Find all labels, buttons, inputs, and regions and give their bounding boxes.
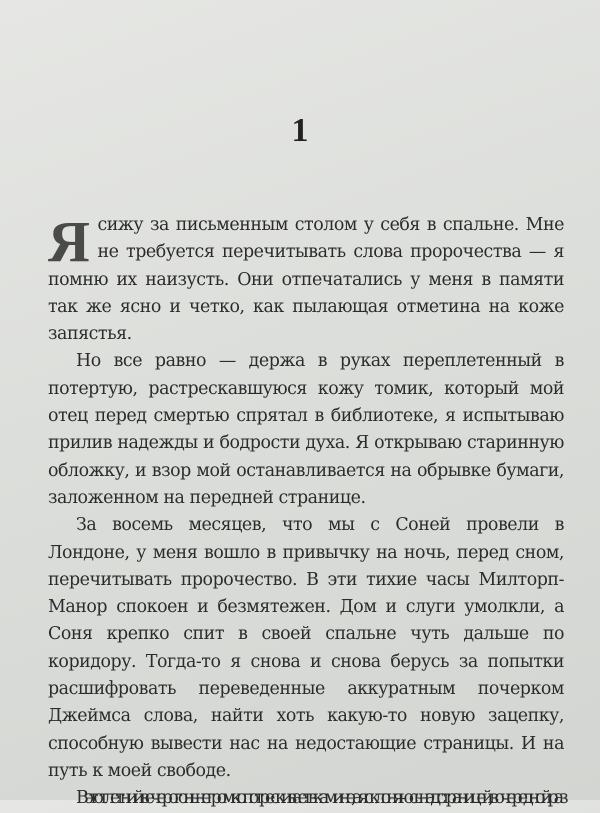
paragraph-1 [48, 209, 564, 348]
drop-cap: Я [48, 209, 90, 274]
paragraph-4: В этот летний вечер огонь негромко потрескивает в камине, а я склоняюсь над страницей, в очередной раз [76, 788, 564, 809]
paragraph-1-text: сижу за письменным столом у себя в спальне. Мне не требуется перечитывать слова пророчества — я помню их наизусть. Они отпечатались у меня в памяти так же ясно и четко, как пылающая отметина на коже запястья. [48, 215, 564, 345]
reverse-page-show-through [250, 25, 580, 195]
paragraph-2: Но все равно — держа в руках переплетенный в потертую, растрескавшуюся кожу томик, который мой отец перед смертью спрятал в библиотеке, я испытываю прилив надежды и бодрости духа. Я открываю старинную обложку, и взор мой останавливается на обрывке бумаги, заложенном на передней странице. [48, 351, 564, 508]
paragraph-3: За восемь месяцев, что мы с Соней провели в Лондоне, у меня вошло в привычку на ночь, перед сном, перечитывать пророчество. В эти тихие часы Милторп-Манор спокоен и безмятежен. Дом и слуги умолкли, а Соня крепко спит в своей спальне чуть дальше по коридору. Тогда-то я снова и снова берусь за попытки расшифровать переведенные аккуратным почерком Джеймса слова, найти хоть какую-то новую зацепку, способную вывести нас на недостающие страницы. И на путь к моей свободе. [48, 515, 564, 781]
chapter-number: 1 [291, 112, 309, 149]
body-text [48, 209, 564, 813]
